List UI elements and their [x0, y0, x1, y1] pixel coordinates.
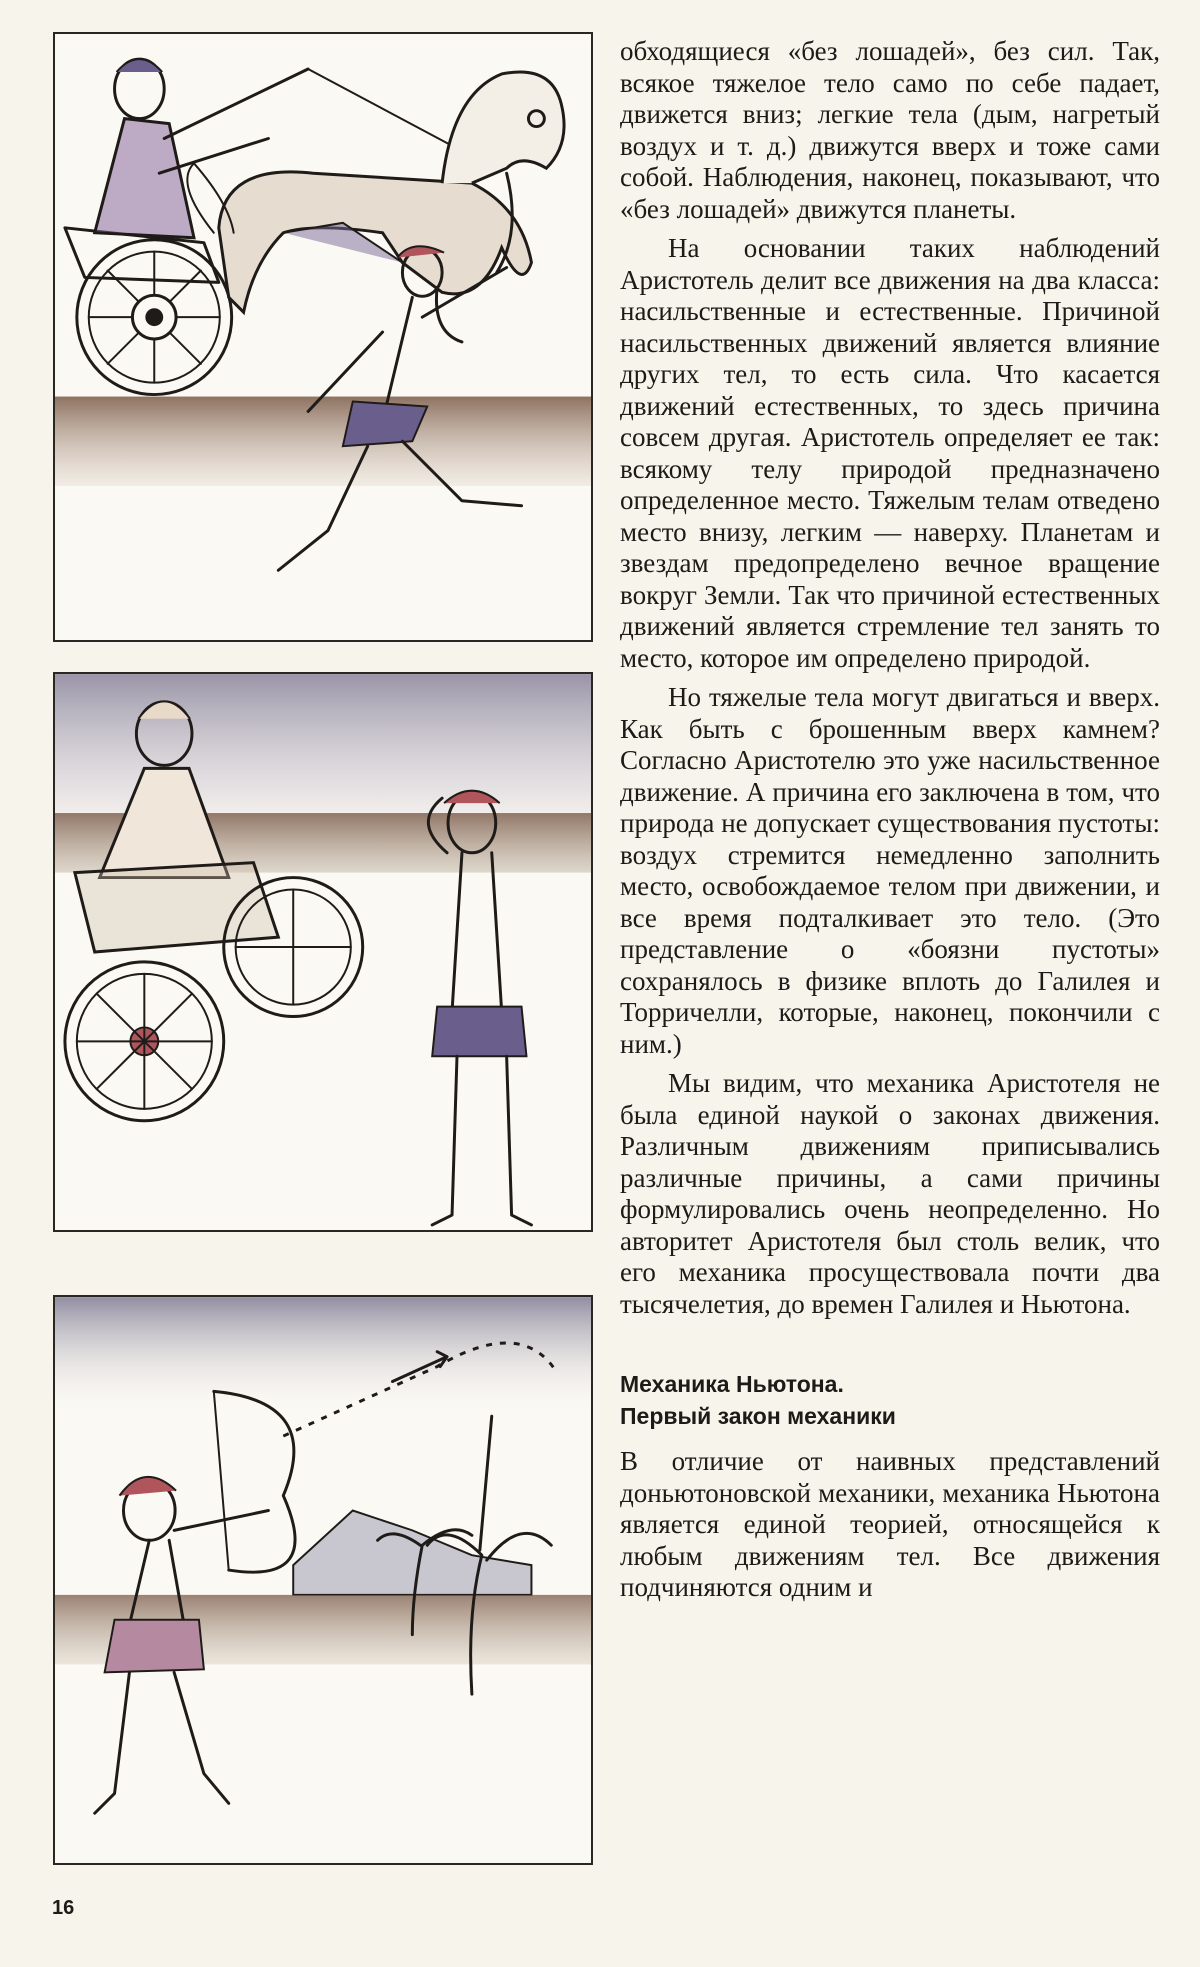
article-text-column — [620, 36, 1160, 1604]
illustration-chariot-standing-man — [53, 672, 593, 1232]
horse-figure — [187, 72, 564, 342]
ground-strip — [55, 397, 591, 486]
chariot-body — [75, 863, 278, 952]
illustration-archer — [53, 1295, 593, 1865]
chariot-man-drawing — [55, 674, 591, 1230]
paragraph-continued: обходящиеся «без лошадей», без сил. Так, всякое тяжелое тело само по себе падает, движется вниз; легкие тела (дым, нагретый воздух и т. д.) движутся вверх и тоже сами собой. Наблюдения, наконец, показывают, что «без лошадей» движутся планеты. — [620, 36, 1160, 224]
page-number: 16 — [52, 1897, 75, 1919]
section-heading — [620, 1368, 1160, 1432]
paragraph-newton-mechanics: В отличие от наивных представлений доньютоновской механики, механика Ньютона является единой теорией, относящейся к любым движениям тел. Все движения подчиняются одним и — [620, 1446, 1160, 1602]
paragraph-aristotle-authority: Мы видим, что механика Аристотеля не была единой наукой о законах движения. Различным движениям приписывались различные причины, а сами причины формулировались очень неопределенно. Но авторитет Аристотеля был столь велик, что его механика просуществовала почти два тысячелетия, до времен Галилея и Ньютона. — [620, 1068, 1160, 1319]
section-heading-line-2: Первый закон механики — [620, 1403, 896, 1429]
chariot-wheel — [77, 240, 232, 395]
section-heading-line-1: Механика Ньютона. — [620, 1371, 844, 1397]
chariot-wheel-front — [65, 962, 224, 1121]
chariot-wheel-back — [224, 878, 363, 1017]
paragraph-motion-classes: На основании таких наблюдений Аристотель делит все движения на два класса: насильственные и естественные. Причиной насильственных движений является влияние других тел, то есть сила. Что касается движений естественных, то здесь причина совсем другая. Аристотель определяет ее так: всякому телу природой предназначено определенное место. Тяжелым телам отведено место внизу, легким — наверху. Планетам и звездам предопределено вечное вращение вокруг Земли. Так что причиной естественных движений является стремление тел занять то место, которое им определено природой. — [620, 233, 1160, 673]
chariot-horse-drawing — [55, 34, 591, 640]
sky-wash — [55, 1297, 591, 1416]
paragraph-thrown-stone: Но тяжелые тела могут двигаться и вверх. Как быть с брошенным вверх камнем? Согласно Аристотелю это уже насильственное движение. А причина его заключена в том, что природа не допускает существования пустоты: воздух стремится немедленно заполнить место, освобождаемое телом при движении, и все время подталкивает это тело. (Это представление о «боязни пустоты» сохранялось в физике вплоть до Галилея и Торричелли, которые, наконец, покончили с ним.) — [620, 682, 1160, 1059]
distant-hills — [293, 1511, 531, 1595]
illustration-chariot-horse — [53, 32, 593, 642]
archer-drawing — [55, 1297, 591, 1863]
bow-string — [214, 1391, 229, 1570]
